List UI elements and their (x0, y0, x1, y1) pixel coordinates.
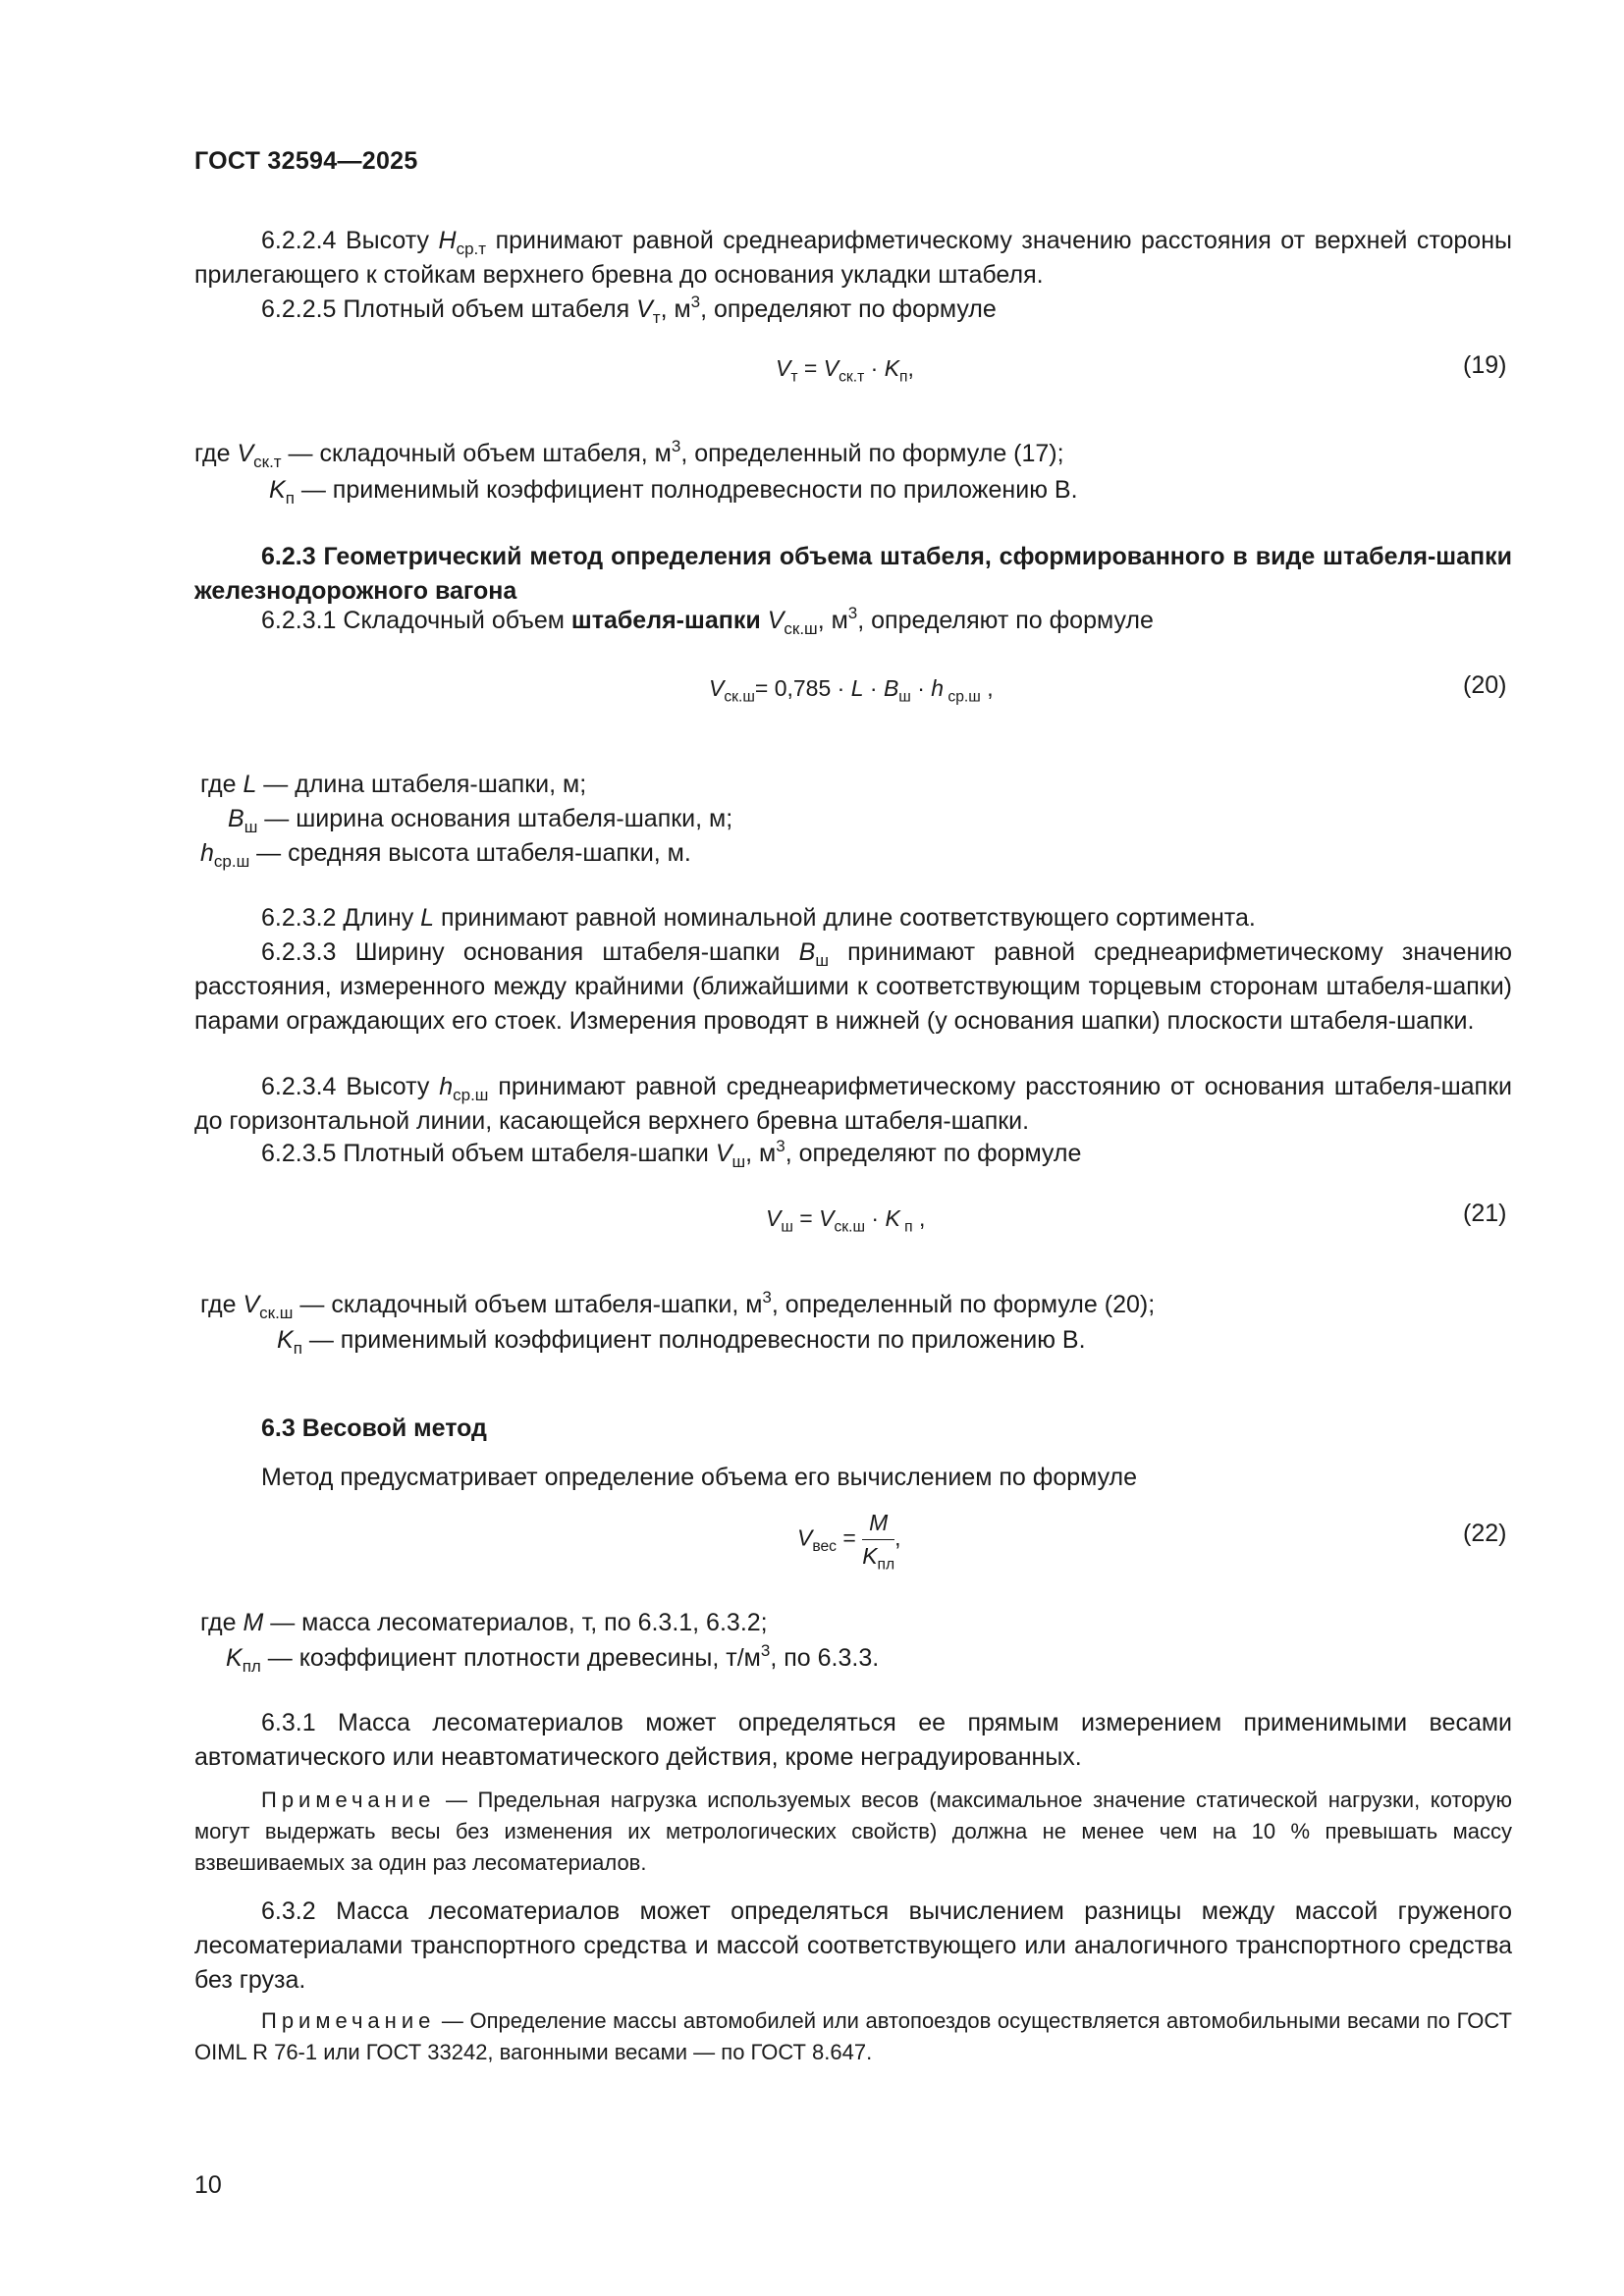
section-heading-6-3: 6.3 Весовой метод (261, 1415, 487, 1442)
paragraph-6-2-2-5: 6.2.2.5 Плотный объем штабеля $V_т$, $м^3$, определяют по формуле (261, 292, 997, 327)
formula-22: $V_{вес}$ = $\frac{M}{K_{пл}}$ , (797, 1510, 901, 1574)
where-line: где M — масса лесоматериалов, т, по 6.3.1, 6.3.2; (200, 1609, 768, 1636)
fraction: $\frac{M}{K_{пл}}$ (862, 1510, 895, 1574)
formula-number-21: (21) (1463, 1200, 1507, 1227)
paragraph-6-3-2: 6.3.2 Масса лесоматериалов может определяться вычислением разницы между массой груженого лесоматериалами транспортного средства и массой соответствующего или аналогичного транспортного средства без груза. (194, 1897, 1512, 1994)
where-line: $K_{пл}$ — коэффициент плотности древесины, $т/м^3$, по 6.3.3. (226, 1640, 880, 1676)
where-line: $B_ш$ — ширина основания штабеля-шапки, м; (228, 805, 733, 836)
paragraph-6-2-3-5: 6.2.3.5 Плотный объем штабеля-шапки $V_ш$, $м^3$, определяют по формуле (261, 1136, 1082, 1171)
where-line: где $V_{ск.т}$ — складочный объем штабеля, $м^3$, определенный по формуле (17); (194, 436, 1064, 471)
note-label: Примечание (261, 1788, 436, 1812)
page-number: 10 (194, 2171, 222, 2199)
paragraph-6-3: Метод предусматривает определение объема его вычислением по формуле (261, 1464, 1138, 1491)
paragraph-6-3-1: 6.3.1 Масса лесоматериалов может определяться ее прямым измерением применимыми весами автоматического или неавтоматического действия, кроме неградуированных. (194, 1709, 1512, 1771)
paragraph-6-2-2-4: 6.2.2.4 Высоту $H_{ср.т}$ принимают равной среднеарифметическому значению расстояния от верхней стороны прилегающего к стойкам верхнего бревна до основания укладки штабеля. (194, 227, 1512, 289)
note-label: Примечание (261, 2008, 436, 2033)
where-line: $K_п$ — применимый коэффициент полнодревесности по приложению В. (277, 1326, 1086, 1358)
formula-19: $V_т = V_{ск.т} \cdot K_п$, (776, 355, 914, 386)
paragraph-6-2-3-1: 6.2.3.1 Складочный объем штабеля-шапки $V_{ск.ш}$, $м^3$, определяют по формуле (261, 603, 1154, 638)
document-header: ГОСТ 32594—2025 (194, 147, 418, 175)
paragraph-6-2-3-4: 6.2.3.4 Высоту $h_{ср.ш}$ принимают равной среднеарифметическому расстоянию от основания штабеля-шапки до горизонтальной линии, касающейся верхнего бревна штабеля-шапки. (194, 1073, 1513, 1135)
paragraph-6-2-3-3: 6.2.3.3 Ширину основания штабеля-шапки $B_ш$ принимают равной среднеарифметическому значению расстояния, измеренного между крайними (ближайшими к соответствующим торцевым сторонам штабеля-шапки) парами ограждающих его стоек. Измерения проводят в нижней (у основания шапки) плоскости штабеля-шапки. (194, 938, 1512, 1035)
where-line: $h_{ср.ш}$ — средняя высота штабеля-шапки, м. (200, 839, 691, 871)
formula-number-19: (19) (1463, 351, 1507, 379)
where-line: где $V_{ск.ш}$ — складочный объем штабеля-шапки, $м^3$, определенный по формуле (20); (200, 1287, 1156, 1322)
paragraph-6-2-3-2: 6.2.3.2 Длину L принимают равной номинальной длине соответствующего сортимента. (261, 904, 1256, 932)
formula-20: $V_{ск.ш}= 0,785 \cdot L \cdot B_ш \cdot h$ $_{ср.ш}$ , (709, 675, 994, 706)
section-heading-6-2-3: 6.2.3 Геометрический метод определения объема штабеля, сформированного в виде штабеля-шапки железнодорожного вагона (194, 543, 1512, 605)
formula-number-20: (20) (1463, 671, 1507, 699)
note: Примечание — Предельная нагрузка используемых весов (максимальное значение статической нагрузки, которую могут выдержать весы без изменения их метрологических свойств) должна не менее чем на 10 % превышать массу взвешиваемых за один раз лесоматериалов. (194, 1788, 1512, 1875)
where-line: $K_п$ — применимый коэффициент полнодревесности по приложению В. (269, 476, 1078, 507)
note: Примечание — Определение массы автомобилей или автопоездов осуществляется автомобильными весами по ГОСТ OIML R 76-1 или ГОСТ 33242, вагонными весами — по ГОСТ 8.647. (194, 2008, 1512, 2064)
formula-21: $V_ш = V_{ск.ш} \cdot K$ $_п$ , (766, 1205, 926, 1236)
formula-number-22: (22) (1463, 1520, 1507, 1547)
where-line: где L — длина штабеля-шапки, м; (200, 771, 587, 798)
